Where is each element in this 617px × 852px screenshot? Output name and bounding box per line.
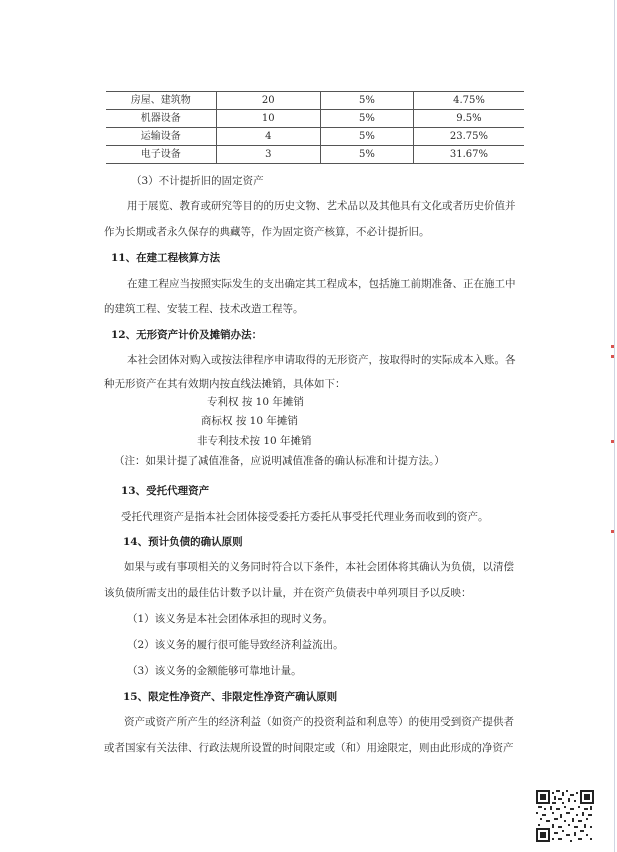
- sec15-line1: 资产或资产所产生的经济利益（如资产的投资利益和利息等）的使用受到资产提供者: [124, 716, 514, 728]
- asset-category-cell: 运输设备: [106, 128, 216, 146]
- sec12-patent: 专利权 按 10 年摊销: [207, 396, 304, 408]
- margin-mark: [611, 345, 614, 348]
- sec15-heading: 15、限定性净资产、非限定性净资产确认原则: [123, 691, 338, 703]
- useful-life-cell: 3: [216, 146, 320, 164]
- sec13-line1: 受托代理资产是指本社会团体接受委托方委托从事受托代理业务而收到的资产。: [121, 511, 489, 523]
- item3-paragraph-line1: 用于展览、教育或研究等目的的历史文物、艺术品以及其他具有文化或者历史价值并: [127, 200, 516, 212]
- sec11-heading: 11、在建工程核算方法: [111, 252, 221, 264]
- sec14-condition1: （1）该义务是本社会团体承担的现时义务。: [127, 613, 334, 625]
- sec12-heading: 12、无形资产计价及摊销办法：: [111, 329, 263, 341]
- depreciation-rate-cell: 9.5%: [413, 110, 524, 128]
- sec15-line2: 或者国家有关法律、行政法规所设置的时间限定或（和）用途限定，则由此形成的净资产: [104, 742, 514, 754]
- sec11-line1: 在建工程应当按照实际发生的支出确定其工程成本，包括施工前期准备、正在施工中: [127, 278, 516, 290]
- useful-life-cell: 20: [216, 92, 320, 110]
- depreciation-rate-cell: 23.75%: [413, 128, 524, 146]
- sec12-trademark: 商标权 按 10 年摊销: [201, 415, 298, 427]
- margin-mark: [611, 530, 614, 533]
- sec12-line1: 本社会团体对购入或按法律程序申请取得的无形资产，按取得时的实际成本入账。各: [127, 354, 516, 366]
- asset-category-cell: 机器设备: [106, 110, 216, 128]
- sec14-line1: 如果与或有事项相关的义务同时符合以下条件，本社会团体将其确认为负债，以清偿: [124, 561, 514, 573]
- depreciation-table: [106, 91, 524, 164]
- item3-paragraph-line2: 作为长期或者永久保存的典藏等，作为固定资产核算，不必计提折旧。: [104, 226, 430, 238]
- page-edge-line: [614, 0, 615, 852]
- asset-category-cell: 房屋、建筑物: [106, 92, 216, 110]
- sec14-heading: 14、预计负债的确认原则: [123, 536, 243, 548]
- table-row: [106, 128, 524, 146]
- sec12-nonpatent: 非专利技术按 10 年摊销: [197, 435, 312, 447]
- sec12-note: （注：如果计提了减值准备，应说明减值准备的确认标准和计提方法。）: [114, 455, 445, 467]
- asset-category-cell: 电子设备: [106, 146, 216, 164]
- table-row: [106, 110, 524, 128]
- useful-life-cell: 10: [216, 110, 320, 128]
- residual-rate-cell: 5%: [321, 128, 414, 146]
- item3-title: （3）不计提折旧的固定资产: [131, 175, 264, 187]
- useful-life-cell: 4: [216, 128, 320, 146]
- sec14-condition3: （3）该义务的金额能够可靠地计量。: [127, 665, 302, 677]
- qr-code-icon: [536, 790, 594, 842]
- residual-rate-cell: 5%: [321, 110, 414, 128]
- sec14-line2: 该负债所需支出的最佳估计数予以计量，并在资产负债表中单列项目予以反映：: [104, 587, 472, 599]
- sec13-heading: 13、受托代理资产: [121, 485, 210, 497]
- margin-mark: [611, 355, 614, 358]
- sec12-line2: 种无形资产在其有效期内按直线法摊销，具体如下：: [104, 378, 346, 390]
- margin-mark: [611, 440, 614, 443]
- depreciation-rate-cell: 31.67%: [413, 146, 524, 164]
- depreciation-rate-cell: 4.75%: [413, 92, 524, 110]
- table-row: [106, 146, 524, 164]
- residual-rate-cell: 5%: [321, 146, 414, 164]
- residual-rate-cell: 5%: [321, 92, 414, 110]
- sec14-condition2: （2）该义务的履行很可能导致经济利益流出。: [127, 639, 344, 651]
- sec11-line2: 的建筑工程、安装工程、技术改造工程等。: [104, 303, 304, 315]
- table-row: [106, 92, 524, 110]
